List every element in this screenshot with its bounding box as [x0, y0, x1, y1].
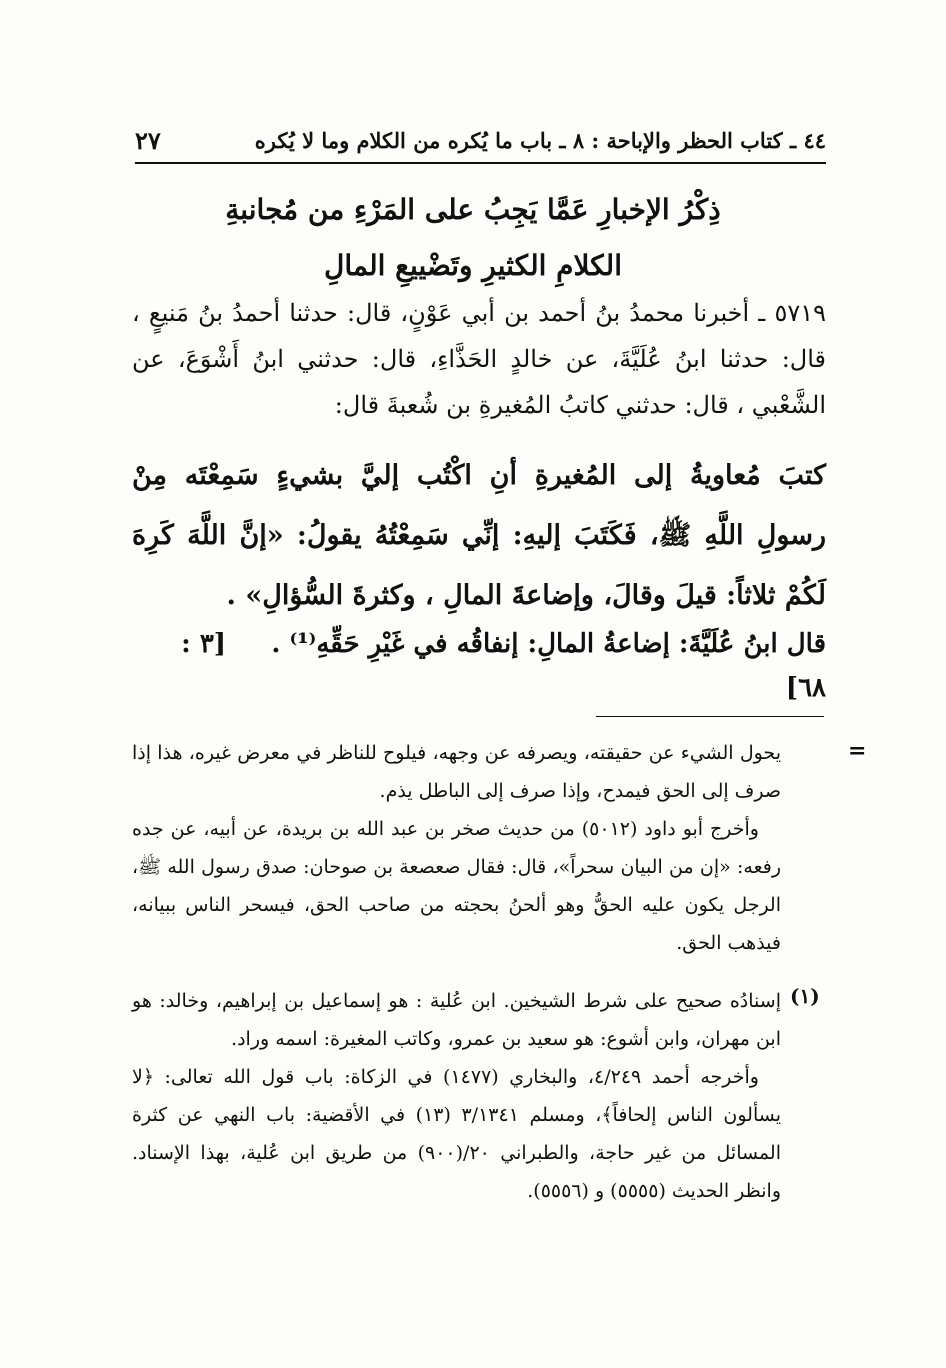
footnote-continuation-mark: = — [848, 738, 867, 764]
running-head — [135, 118, 826, 164]
comment-text: قال ابنُ عُلَيَّةَ: إضاعةُ المالِ: إنفاقُه في غَيْرِ حَقِّهِ⁽¹⁾ . — [271, 629, 826, 659]
footnote-divider — [596, 716, 824, 717]
footnote-1-paragraph-1: إسنادُه صحيح على شرط الشيخين. ابن عُلية : هو إسماعيل بن إبراهيم، وخالد: هو ابن مهران، وابن أشوع: هو سعيد بن عمرو، وكاتب المغيرة: اسمه وراد. — [132, 990, 781, 1050]
footnote-cont-paragraph-1: يحول الشيء عن حقيقته، ويصرفه عن وجهه، فيلوح للناظر في معرض غيره، هذا إذا صرف إلى الحق فيمدح، وإذا صرف إلى الباطل يذم. — [132, 742, 781, 802]
footnote-1 — [132, 982, 781, 1210]
footnote-1-paragraph-2: وأخرجه أحمد ٤/٢٤٩، والبخاري (١٤٧٧) في الزكاة: باب قول الله تعالى: ﴿لا يسألون الناس إلحافاً﴾، ومسلم ٣/١٣٤١ (١٣) في الأقضية: باب النهي عن كثرة المسائل من غير حاجة، والطبراني ٢٠/(٩٠٠) من طريق ابن عُلية، بهذا الإسناد. وانظر الحديث (٥٥٥٥) و (٥٥٥٦). — [132, 1066, 782, 1202]
hadith-reference: [٣ : ٦٨] — [181, 629, 826, 703]
hadith-comment — [132, 622, 826, 710]
footnote-1-number: (١) — [790, 984, 820, 1008]
page-number: ٢٧ — [135, 125, 161, 155]
running-title: ٤٤ ـ كتاب الحظر والإباحة : ٨ ـ باب ما يُكره من الكلام وما لا يُكره — [254, 127, 826, 153]
footnote-cont-paragraph-2: وأخرج أبو داود (٥٠١٢) من حديث صخر بن عبد الله بن بريدة، عن أبيه، عن جده رفعه: «إن من البيان سحراً»، قال: فقال صعصعة بن صوحان: صدق رسول الله ﷺ، الرجل يكون عليه الحقُّ وهو ألحنُ بحجته من صاحب الحق، فيسحر الناس ببيانه، فيذهب الحق. — [132, 818, 781, 954]
hadith-isnad: ٥٧١٩ ـ أخبرنا محمدُ بنُ أحمد بن أبي عَوْنٍ، قال: حدثنا أحمدُ بنُ مَنيعٍ ، قال: حدثنا ابنُ عُلَيَّةَ، عن خالدٍ الحَذَّاءِ، قال: حدثني ابنُ أَشْوَعَ، عن الشَّعْبي ، قال: حدثني كاتبُ المُغيرةِ بن شُعبةَ قال: — [132, 299, 826, 419]
chapter-title-line-2: الكلامِ الكثيرِ وتَضْييعِ المالِ — [324, 249, 622, 282]
footnote-continued — [132, 734, 781, 962]
hadith-matn: كتبَ مُعاويةُ إلى المُغيرةِ أنِ اكْتُب إليَّ بشيءٍ سَمِعْتَه مِنْ رسولِ اللَّهِ ﷺ، فَكَتَبَ إليهِ: إنِّي سَمِعْتُهُ يقولُ: «إنَّ اللَّهَ كَرِهَ لَكُمْ ثلاثاً: قيلَ وقالَ، وإضاعةَ المالِ ، وكثرةَ السُّؤالِ» . — [132, 460, 826, 611]
chapter-title — [150, 182, 796, 294]
chapter-title-line-1: ذِكْرُ الإخبارِ عَمَّا يَجِبُ على المَرْءِ من مُجانبةِ — [225, 193, 721, 226]
